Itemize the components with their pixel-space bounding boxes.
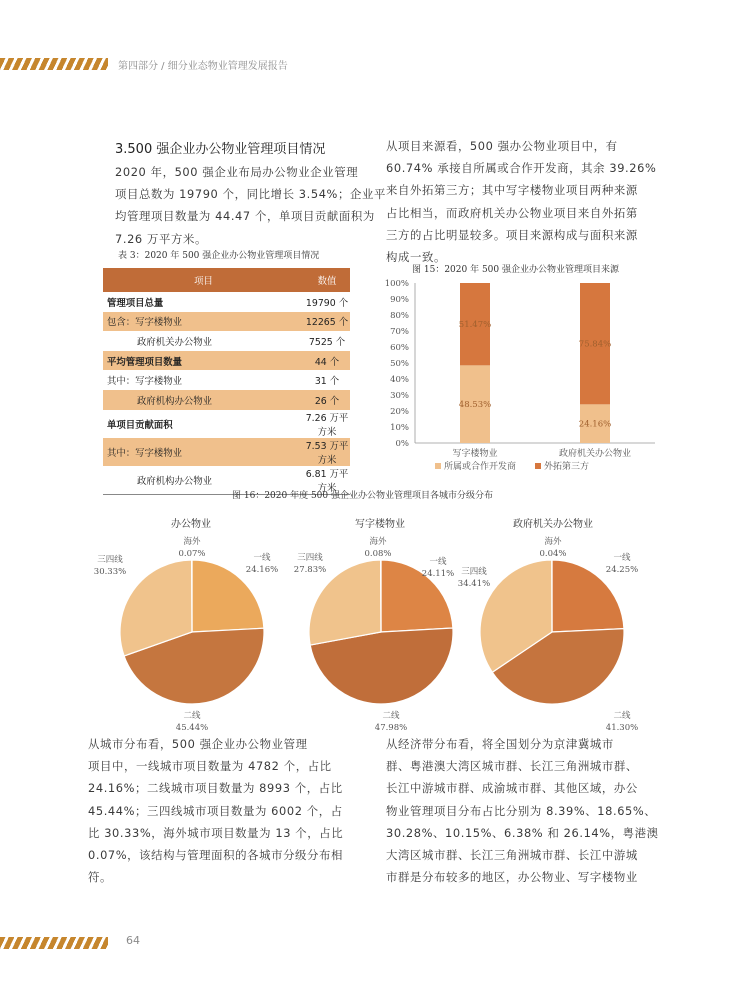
pie-value-label: 24.25% xyxy=(605,565,639,575)
x-tick-label: 政府机关办公物业 xyxy=(558,449,632,459)
table-row xyxy=(103,331,350,351)
table-cell-item: 其中：写字楼物业 xyxy=(103,438,304,466)
text-line: 物业管理项目分布占比分别为 8.39%、18.65%、 xyxy=(386,803,657,818)
pie-category-label: 三四线 xyxy=(297,553,323,563)
table-cell-value: 26 个 xyxy=(304,390,350,410)
text-line: 60.74% 承接自所属或合作开发商，其余 39.26% xyxy=(386,161,657,176)
table-cell-value: 19790 个 xyxy=(305,297,349,309)
city-tier-pies xyxy=(0,505,737,735)
y-tick-label: 70% xyxy=(390,327,409,337)
table3-caption: 表 3：2020 年 500 强企业办公物业管理项目情况 xyxy=(118,251,320,261)
pie-value-label: 0.04% xyxy=(539,549,567,559)
table-row xyxy=(103,410,350,438)
table-cell-item: 政府机关办公物业 xyxy=(137,336,213,348)
text-line: 市群是分布较多的地区，办公物业、写字楼物业 xyxy=(386,870,638,885)
y-tick-label: 40% xyxy=(390,375,409,385)
y-tick-label: 0% xyxy=(395,439,409,449)
pie-value-label: 27.83% xyxy=(293,565,327,575)
text-line: 比 30.33%，海外城市项目数量为 13 个，占比 xyxy=(88,825,344,840)
pie-value-label: 41.30% xyxy=(605,723,639,733)
pie-value-label: 30.33% xyxy=(93,567,127,577)
text-line: 三方的占比明显较多。项目来源构成与面积来源 xyxy=(386,227,638,242)
table-cell-value: 7.26 万平方米 xyxy=(305,412,349,438)
project-table xyxy=(103,268,350,495)
table-cell-item: 管理项目总量 xyxy=(107,297,164,309)
bar-data-label: 24.16% xyxy=(578,419,612,430)
text-line: 群、粤港澳大湾区城市群、长江三角洲城市群、 xyxy=(386,759,638,774)
text-line: 符。 xyxy=(88,870,112,885)
table-cell-value: 12265 个 xyxy=(304,312,350,332)
pie-category-label: 三四线 xyxy=(461,567,487,577)
y-tick-label: 60% xyxy=(390,343,409,353)
table-row xyxy=(103,312,350,332)
fig15-caption: 图 15：2020 年 500 强企业办公物业管理项目来源 xyxy=(412,265,619,275)
table-cell-value: 6.81 万平方米 xyxy=(304,466,350,495)
pie-title: 政府机关办公物业 xyxy=(513,519,593,530)
text-line: 从项目来源看，500 强办公物业项目中，有 xyxy=(386,139,618,153)
fig16-caption: 图 16：2020 年度 500 强企业办公物业管理项目各城市分级分布 xyxy=(232,491,493,501)
table-cell-item: 政府机构办公物业 xyxy=(103,466,304,495)
section-heading: 3.500 强企业办公物业管理项目情况 xyxy=(115,142,326,157)
pie-value-label: 24.11% xyxy=(421,569,455,579)
y-tick-label: 90% xyxy=(390,295,409,305)
pie-value-label: 0.08% xyxy=(364,549,392,559)
table-cell-item: 单项目贡献面积 xyxy=(107,419,173,431)
legend-swatch xyxy=(535,463,541,469)
y-tick-label: 50% xyxy=(390,359,409,369)
table-cell-value: 44 个 xyxy=(304,351,350,371)
footer-stripes xyxy=(0,937,108,949)
legend-label: 所属或合作开发商 xyxy=(444,462,517,472)
x-tick-label: 写字楼物业 xyxy=(452,449,498,459)
source-paragraph xyxy=(386,135,657,268)
table-cell-value: 7525 个 xyxy=(308,336,346,348)
text-line: 项目总数为 19790 个，同比增长 3.54%；企业平 xyxy=(115,187,386,202)
pie-value-label: 47.98% xyxy=(374,723,408,733)
table-cell-value: 31 个 xyxy=(314,376,340,388)
header-stripes xyxy=(0,58,108,70)
pie-category-label: 一线 xyxy=(613,553,631,563)
y-tick-label: 10% xyxy=(390,423,409,433)
text-line: 长江中游城市群、成渝城市群、其他区域，办公 xyxy=(386,781,638,796)
text-line: 占比相当，而政府机关办公物业项目来自外拓第 xyxy=(386,205,638,220)
text-line: 项目中，一线城市项目数量为 4782 个，占比 xyxy=(88,759,332,774)
table-row xyxy=(103,370,350,390)
y-tick-label: 30% xyxy=(390,391,409,401)
pie-value-label: 24.16% xyxy=(245,565,279,575)
table-cell-item: 包含：写字楼物业 xyxy=(103,312,304,332)
pie-category-label: 二线 xyxy=(613,711,631,721)
pie-category-label: 一线 xyxy=(253,553,271,563)
pie-category-label: 海外 xyxy=(183,537,201,547)
legend-swatch xyxy=(435,463,441,469)
table-cell-item: 平均管理项目数量 xyxy=(103,351,304,371)
pie-category-label: 二线 xyxy=(382,711,400,721)
bar-data-label: 51.47% xyxy=(458,320,492,331)
y-tick-label: 20% xyxy=(390,407,409,417)
table-cell-item: 政府机构办公物业 xyxy=(103,390,304,410)
text-line: 30.28%、10.15%、6.38% 和 26.14%，粤港澳 xyxy=(386,825,659,840)
bar-data-label: 48.53% xyxy=(458,400,492,411)
pie-value-label: 34.41% xyxy=(457,579,491,589)
pie-title: 办公物业 xyxy=(171,519,211,530)
y-tick-label: 100% xyxy=(384,279,409,289)
intro-paragraph xyxy=(115,161,386,250)
pie-category-label: 二线 xyxy=(183,711,201,721)
table-row xyxy=(103,390,350,410)
pie-category-label: 三四线 xyxy=(97,555,123,565)
text-line: 从经济带分布看，将全国划分为京津冀城市 xyxy=(386,737,614,751)
text-line: 来自外拓第三方；其中写字楼物业项目两种来源 xyxy=(386,183,638,198)
y-tick-label: 80% xyxy=(390,311,409,321)
text-line: 0.07%，该结构与管理面积的各城市分级分布相 xyxy=(88,848,344,863)
pie-category-label: 海外 xyxy=(369,537,387,547)
legend-label: 外拓第三方 xyxy=(544,462,590,472)
text-line: 7.26 万平方米。 xyxy=(115,231,207,246)
text-line: 24.16%；二线城市项目数量为 8993 个，占比 xyxy=(88,781,343,796)
table-row xyxy=(103,438,350,466)
pie-category-label: 一线 xyxy=(429,557,447,567)
col-header-value: 数值 xyxy=(304,268,350,292)
bar-data-label: 75.84% xyxy=(578,339,612,350)
table-row xyxy=(103,351,350,371)
running-header: 第四部分 / 细分业态物业管理发展报告 xyxy=(118,61,288,72)
table-cell-item: 其中：写字楼物业 xyxy=(107,376,183,388)
text-line: 大湾区城市群、长江三角洲城市群、长江中游城 xyxy=(386,848,638,863)
pie-category-label: 海外 xyxy=(544,537,562,547)
table-row xyxy=(103,292,350,312)
page-number: 64 xyxy=(126,934,140,947)
pie-value-label: 45.44% xyxy=(175,723,209,733)
text-line: 45.44%；三四线城市项目数量为 6002 个，占 xyxy=(88,803,343,818)
pie-title: 写字楼物业 xyxy=(355,519,405,530)
text-line: 从城市分布看，500 强企业办公物业管理 xyxy=(88,737,308,751)
text-line: 2020 年，500 强企业布局办公物业企业管理 xyxy=(115,165,359,179)
text-line: 构成一致。 xyxy=(386,250,446,265)
project-source-chart xyxy=(375,275,665,485)
pie-value-label: 0.07% xyxy=(178,549,206,559)
text-line: 均管理项目数量为 44.47 个，单项目贡献面积为 xyxy=(115,209,375,224)
col-header-item: 项目 xyxy=(103,268,304,292)
city-paragraph xyxy=(88,733,353,888)
table-cell-value: 7.53 万平方米 xyxy=(304,438,350,466)
economic-zone-paragraph xyxy=(386,733,659,888)
